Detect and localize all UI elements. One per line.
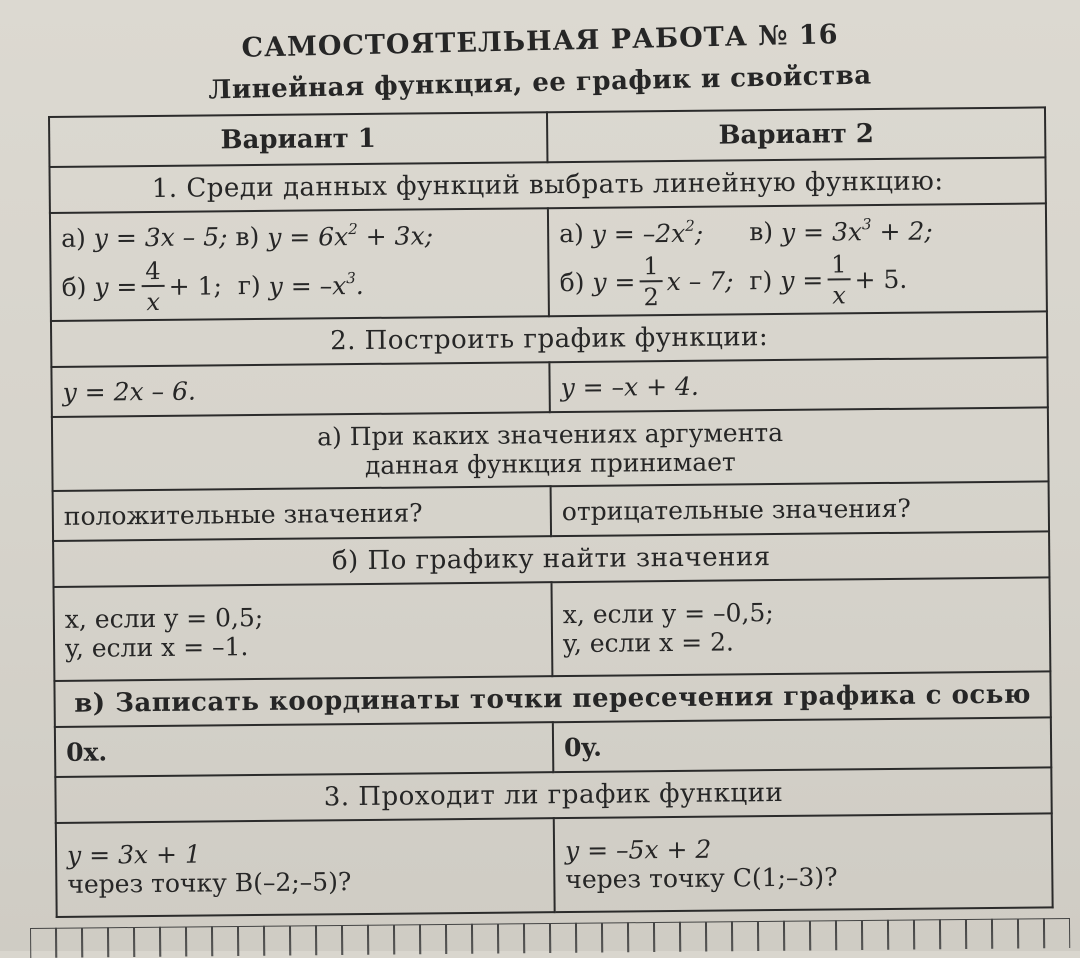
option-a-formula: $y = -2x^2$;	[591, 216, 704, 249]
fraction-numerator: 1	[639, 254, 663, 282]
option-g-prefix: y =	[780, 265, 824, 295]
option-v-formula: $y = 3x^3 + 2$;	[780, 214, 933, 247]
option-b-prefix: y =	[592, 266, 636, 297]
task-1-v1-line-1	[61, 213, 537, 258]
task-2b-header: б) По графику найти значения	[53, 531, 1049, 587]
option-g-label: г)	[749, 265, 773, 295]
task-1-header: 1. Среди данных функций выбрать линейную функцию:	[49, 157, 1045, 213]
task-3-v1-question: через точку B(–2;–5)?	[67, 867, 352, 899]
option-g-formula: $y = -x^3$.	[268, 268, 364, 301]
tasks-table	[48, 106, 1054, 918]
task-3-v2-question: через точку C(1;–3)?	[565, 862, 838, 895]
task-2v-variant-2: 0y.	[553, 717, 1051, 772]
option-b-label: б)	[61, 272, 87, 302]
option-b-fraction	[639, 251, 663, 311]
task-1-v2-line-2	[559, 249, 1036, 312]
task-2v-variant-1: 0x.	[55, 722, 553, 777]
task-2-header: 2. Построить график функции:	[51, 311, 1047, 367]
task-2b-variant-1	[54, 582, 553, 681]
option-b-suffix: x – 7;	[666, 265, 734, 296]
variant-2-heading: Вариант 2	[547, 107, 1045, 162]
task-3-variant-2	[554, 813, 1053, 912]
page-subtitle: Линейная функция, ее график и свойства	[208, 60, 872, 106]
task-2v-header: в) Записать координаты точки пересечения графика с осью	[54, 671, 1050, 727]
task-2a-variant-1: положительные значения?	[53, 486, 551, 541]
option-b-fraction	[141, 256, 165, 316]
task-2a-header-line-1: а) При каких значениях аргумента	[317, 417, 784, 452]
task-3-v2-function: y = –5x + 2	[564, 834, 712, 866]
option-g-suffix: + 5.	[854, 264, 908, 294]
option-v-formula: $y = 6x^2 + 3x$;	[267, 219, 434, 252]
task-2b-v2-line-1: x, если y = –0,5;	[562, 598, 774, 630]
fraction-denominator: x	[832, 280, 846, 309]
task-2b-v2-line-2: y, если x = 2.	[562, 627, 735, 659]
option-b-label: б)	[559, 267, 585, 297]
option-v-label: в)	[749, 216, 774, 246]
next-table-top-edge	[30, 918, 1070, 958]
task-2-variant-2-function: y = –x + 4.	[549, 357, 1047, 412]
task-1-v2-line-1	[559, 209, 1035, 254]
task-2-variant-1-function: y = 2x – 6.	[51, 362, 549, 417]
task-1-variant-2-cell	[548, 203, 1047, 316]
option-a-formula: y = 3x – 5;	[93, 221, 228, 253]
option-b-prefix: y =	[94, 271, 138, 302]
task-1-v1-line-2	[61, 253, 538, 316]
task-1-variant-1-cell	[50, 208, 549, 321]
task-3-v1-function: y = 3x + 1	[66, 839, 201, 870]
task-2a-header	[52, 407, 1049, 491]
option-g-label: г)	[237, 270, 261, 300]
option-g-fraction	[827, 249, 851, 309]
task-2b-v1-line-2: y, если x = –1.	[64, 632, 249, 663]
task-2a-variant-2: отрицательные значения?	[551, 481, 1049, 536]
option-b-suffix: + 1;	[168, 270, 223, 301]
page-title: САМОСТОЯТЕЛЬНАЯ РАБОТА № 16	[241, 19, 839, 64]
variant-1-heading: Вариант 1	[49, 112, 547, 167]
fraction-denominator: x	[146, 287, 161, 316]
task-3-variant-1	[56, 818, 555, 917]
option-a-label: а)	[559, 218, 584, 248]
option-a-label: а)	[61, 223, 86, 253]
fraction-denominator: 2	[643, 282, 659, 311]
task-2a-header-line-2: данная функция принимает	[364, 447, 736, 480]
option-v-label: в)	[235, 221, 260, 251]
fraction-numerator: 4	[141, 258, 165, 286]
task-2b-v1-line-1: x, если y = 0,5;	[64, 602, 264, 634]
task-2b-variant-2	[551, 577, 1050, 676]
fraction-numerator: 1	[827, 252, 851, 280]
task-3-header: 3. Проходит ли график функции	[55, 767, 1051, 823]
